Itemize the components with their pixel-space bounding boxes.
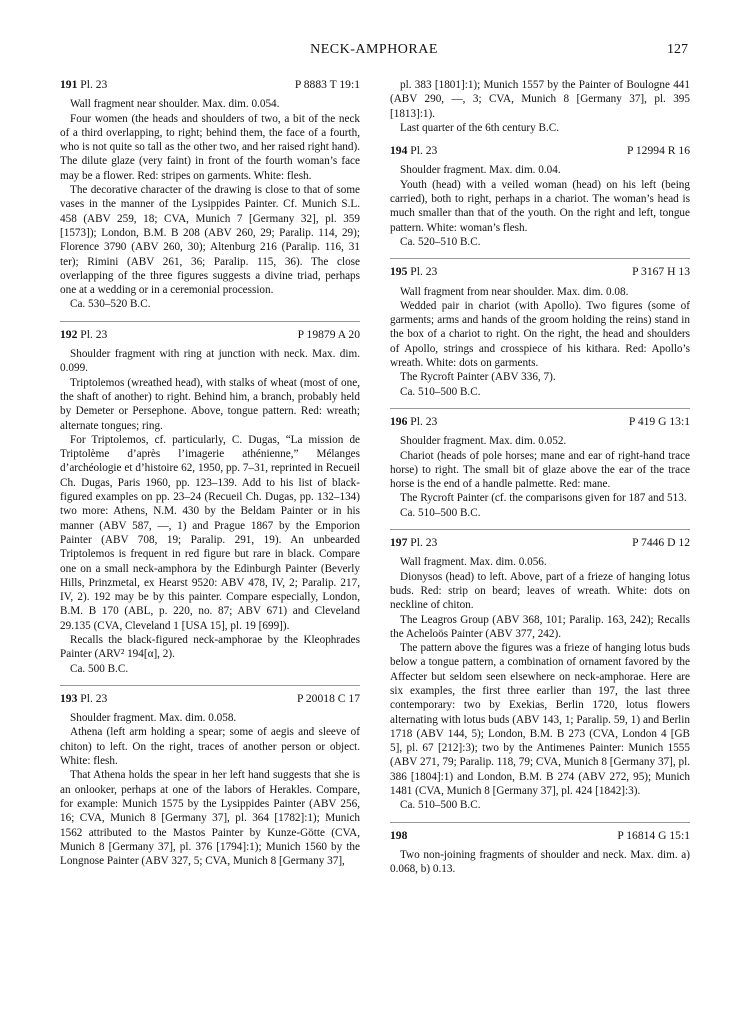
entry-date: Ca. 530–520 B.C. [70, 298, 151, 311]
entry-paragraph: That Athena holds the spear in her left hand suggests that she is an onlooker, perhaps at one of the labors of Herakles. Compare, for example: Munich 1575 by the Lysippides Painter (ABV 256, 16; CVA, Munich 8 [Germany 37], pl. 364 [1782]:1); Munich 1562 attributed to the Mastos Painter by Kunze-Götte (CVA, Munich 8 [Germany 37], pl. 376 [1794]:1); Munich 1560 by the Longnose Painter (ABV 327, 5; CVA, Munich 8 [Germany 37], [60, 769, 360, 868]
catalogue-entry [390, 78, 690, 135]
entry-number-plate [60, 328, 107, 342]
entry-paragraph: Four women (the heads and shoulders of two, a bit of the neck of a third overlapping, to right; behind them, the face of a fourth, who is not quite so tall as the other two, and her raised right hand). The dilute glaze (very faint) in front of the fourth woman’s face may be a flower. Red: stripes on garments. White: flesh. [60, 112, 360, 182]
entry-separator [390, 822, 690, 823]
catalogue-entry [390, 144, 690, 249]
entry-date: Ca. 510–500 B.C. [400, 385, 481, 398]
entry-number: 195 [390, 265, 408, 279]
plate-reference: Pl. 23 [80, 691, 108, 705]
entry-number: 196 [390, 414, 408, 428]
right-column [390, 78, 690, 886]
entry-paragraph: Athena (left arm holding a spear; some of aegis and sleeve of chiton) to left. On the right, traces of another person or object. White: flesh. [60, 726, 360, 768]
entry-number-plate [60, 78, 107, 92]
entry-separator [390, 408, 690, 409]
plate-reference: Pl. 23 [410, 144, 438, 158]
entry-paragraph: The Rycroft Painter (cf. the comparisons given for 187 and 513. [400, 492, 687, 505]
entry-number: 194 [390, 144, 408, 158]
entry-number-plate [390, 536, 437, 550]
page-number: 127 [667, 42, 688, 57]
inventory-number: P 20018 C 17 [296, 691, 360, 705]
entry-heading [60, 692, 360, 706]
entry-number: 198 [390, 828, 408, 842]
entry-paragraph: Wall fragment near shoulder. Max. dim. 0.054. [70, 98, 280, 111]
plate-reference: Pl. 23 [410, 265, 438, 279]
entry-paragraph: Triptolemos (wreathed head), with stalks of wheat (most of one, the shaft of another) to right. Behind him, a branch, probably held by Demeter or Persephone. Above, tongue pattern. Red: wreath; alternate tongues; ring. [60, 376, 360, 432]
left-column [60, 78, 360, 877]
inventory-number: P 19879 A 20 [297, 327, 360, 341]
catalogue-entry [390, 415, 690, 520]
entry-paragraph: The Leagros Group (ABV 368, 101; Paralip. 163, 242); Recalls the Acheloös Painter (ABV 377, 242). [390, 613, 690, 640]
entry-date: Ca. 510–500 B.C. [400, 799, 481, 812]
catalogue-entry [60, 692, 360, 869]
entry-separator [390, 529, 690, 530]
entry-date: Ca. 500 B.C. [70, 662, 129, 675]
entry-heading [390, 829, 690, 843]
plate-reference: Pl. 23 [410, 414, 438, 428]
entry-paragraph: Dionysos (head) to left. Above, part of a frieze of hanging lotus buds. Red: strip on beard; leaves of wreath. White: dots on neckline of chiton. [390, 570, 690, 612]
entry-heading [390, 144, 690, 158]
entry-paragraph: Youth (head) with a veiled woman (head) on his left (being carried), both to right, perhaps in a chariot. The woman’s head is much smaller than that of the youth. On the right and left, tongue pattern. White: woman’s flesh. [390, 178, 690, 234]
entry-paragraph: Recalls the black-figured neck-amphorae by the Kleophrades Painter (ARV² 194[α], 2). [60, 633, 360, 661]
entry-separator [60, 321, 360, 322]
inventory-number: P 8883 T 19:1 [294, 78, 360, 91]
inventory-number: P 419 G 13:1 [628, 414, 690, 428]
entry-paragraph: pl. 383 [1801]:1); Munich 1557 by the Painter of Boulogne 441 (ABV 290, —, 3; CVA, Munich 8 [Germany 37], pl. 395 [1813]:1). [390, 79, 690, 120]
inventory-number: P 7446 D 12 [632, 536, 690, 550]
entry-paragraph: Shoulder fragment. Max. dim. 0.058. [70, 712, 237, 725]
running-head: NECK-AMPHORAE [310, 42, 438, 57]
entry-paragraph: Shoulder fragment with ring at junction with neck. Max. dim. 0.099. [60, 348, 360, 375]
entry-paragraph: Wedded pair in chariot (with Apollo). Two figures (some of garments; arms and hands of the groom holding the reins) stand in the box of a chariot to right. On the right, the head and shoulders of Apollo, strings and crosspiece of his kithara. Red: Apollo’s wreath. White: dots on garments. [390, 299, 690, 370]
plate-reference: Pl. 23 [80, 78, 108, 91]
plate-reference: Pl. 23 [80, 327, 108, 341]
entry-separator [390, 258, 690, 259]
entry-date: Ca. 520–510 B.C. [400, 235, 481, 248]
entry-heading [60, 328, 360, 342]
entry-paragraph: The decorative character of the drawing is close to that of some vases in the manner of the Lysippides Painter. Cf. Munich S.L. 458 (ABV 259, 18; CVA, Munich 7 [Germany 32], pl. 359 [1573]); London, B.M. B 208 (ABV 260, 29; Paralip. 114, 29); Florence 3790 (ABV 260, 30); Altenburg 216 (Paralip. 116, 31 ter); Rimini (ABV 261, 36; Paralip. 115, 36). The close overlapping of the three figures suggests a divine triad, perhaps one at a wedding or in a ceremonial procession. [60, 184, 360, 297]
entry-number-plate [390, 415, 437, 429]
catalogue-entry [60, 78, 360, 312]
entry-paragraph: Chariot (heads of pole horses; mane and ear of right-hand trace horse) to right. The small bit of glaze above the ear of the trace horse is the end of a handle palmette. Red: mane. [390, 449, 690, 491]
catalogue-entry [60, 328, 360, 676]
catalogue-entry [390, 829, 690, 877]
catalogue-entry [390, 265, 690, 399]
entry-paragraph: Wall fragment from near shoulder. Max. dim. 0.08. [400, 285, 629, 298]
entry-number: 197 [390, 536, 408, 550]
entry-paragraph: Two non-joining fragments of shoulder and neck. Max. dim. a) 0.068, b) 0.13. [390, 848, 690, 876]
entry-heading [390, 536, 690, 550]
entry-number-plate [60, 692, 107, 706]
entry-paragraph: For Triptolemos, cf. particularly, C. Dugas, “La mission de Triptolème d’après l’imagerie athénienne,” Mélanges d’archéologie et d’histoire 62, 1950, pp. 7–31, reprinted in Recueil Ch. Dugas, Paris 1960, pp. 123–139. Add to his list of black-figured examples on pp. 23–24 (Recueil Ch. Dugas, pp. 132–134) two more: Athens, N.M. 430 by the Beldam Painter or in his manner (ABV 587, —, 1) and Prague 1867 by the Emporion Painter (ABV 708, 19; Paralip. 291, 19). An unbearded Triptolemos is frequent in red figure but rare in black. Compare one on a small neck-amphora by the Edinburgh Painter (Beverly Hills, Prinzmetal, ex Hearst 9520: ABV 478, IV, 2; Paralip. 217, IV, 2). 192 may be by this painter. Compare especially, London, B.M. B 170 (ABL, p. 220, no. 87; ABV 671) and Cleveland 29.135 (CVA, Cleveland 1 [USA 15], pl. 19 [699]). [60, 433, 360, 632]
inventory-number: P 12994 R 16 [626, 144, 690, 158]
entry-number: 192 [60, 327, 78, 341]
entry-paragraph: Shoulder fragment. Max. dim. 0.052. [400, 435, 567, 448]
entry-number: 191 [60, 78, 78, 91]
inventory-number: P 3167 H 13 [632, 265, 690, 279]
entry-number: 193 [60, 691, 78, 705]
entry-paragraph: The Rycroft Painter (ABV 336, 7). [400, 371, 556, 384]
entry-separator [60, 685, 360, 686]
entry-heading [60, 78, 360, 92]
entry-paragraph: Last quarter of the 6th century B.C. [400, 121, 560, 134]
entry-number-plate [390, 265, 437, 279]
entry-heading [390, 415, 690, 429]
inventory-number: P 16814 G 15:1 [617, 828, 690, 842]
catalogue-entry [390, 536, 690, 813]
entry-date: Ca. 510–500 B.C. [400, 506, 481, 519]
entry-paragraph: The pattern above the figures was a frieze of hanging lotus buds below a tongue pattern, a combination of ornament favored by the Affecter but seldom seen elsewhere on neck-amphorae. Here are six examples, the first three earlier than 197, the last three contemporary: two by Exekias, Berlin 1720, lotus flowers alternating with lotus buds (ABV 143, 1; Paralip. 59, 1) and Berlin 1718 (ABV 144, 5); London, B.M. B 273 (CVA, London 4 [GB 5], pl. 67 [212]:3); two by the Antimenes Painter: Munich 1555 (ABV 271, 79; Paralip. 118, 79; CVA, Munich 8 [Germany 37], pl. 386 [1804]:1) and London, B.M. B 274 (ABV 272, 95); Munich 1481 (CVA, Munich 8 [Germany 37], pl. 424 [1842]:3). [390, 642, 690, 798]
entry-paragraph: Wall fragment. Max. dim. 0.056. [400, 556, 547, 569]
entry-heading [390, 265, 690, 279]
entry-paragraph: Shoulder fragment. Max. dim. 0.04. [400, 164, 561, 177]
plate-reference: Pl. 23 [410, 536, 438, 550]
entry-number-plate [390, 144, 437, 158]
entry-number-plate [390, 829, 407, 843]
